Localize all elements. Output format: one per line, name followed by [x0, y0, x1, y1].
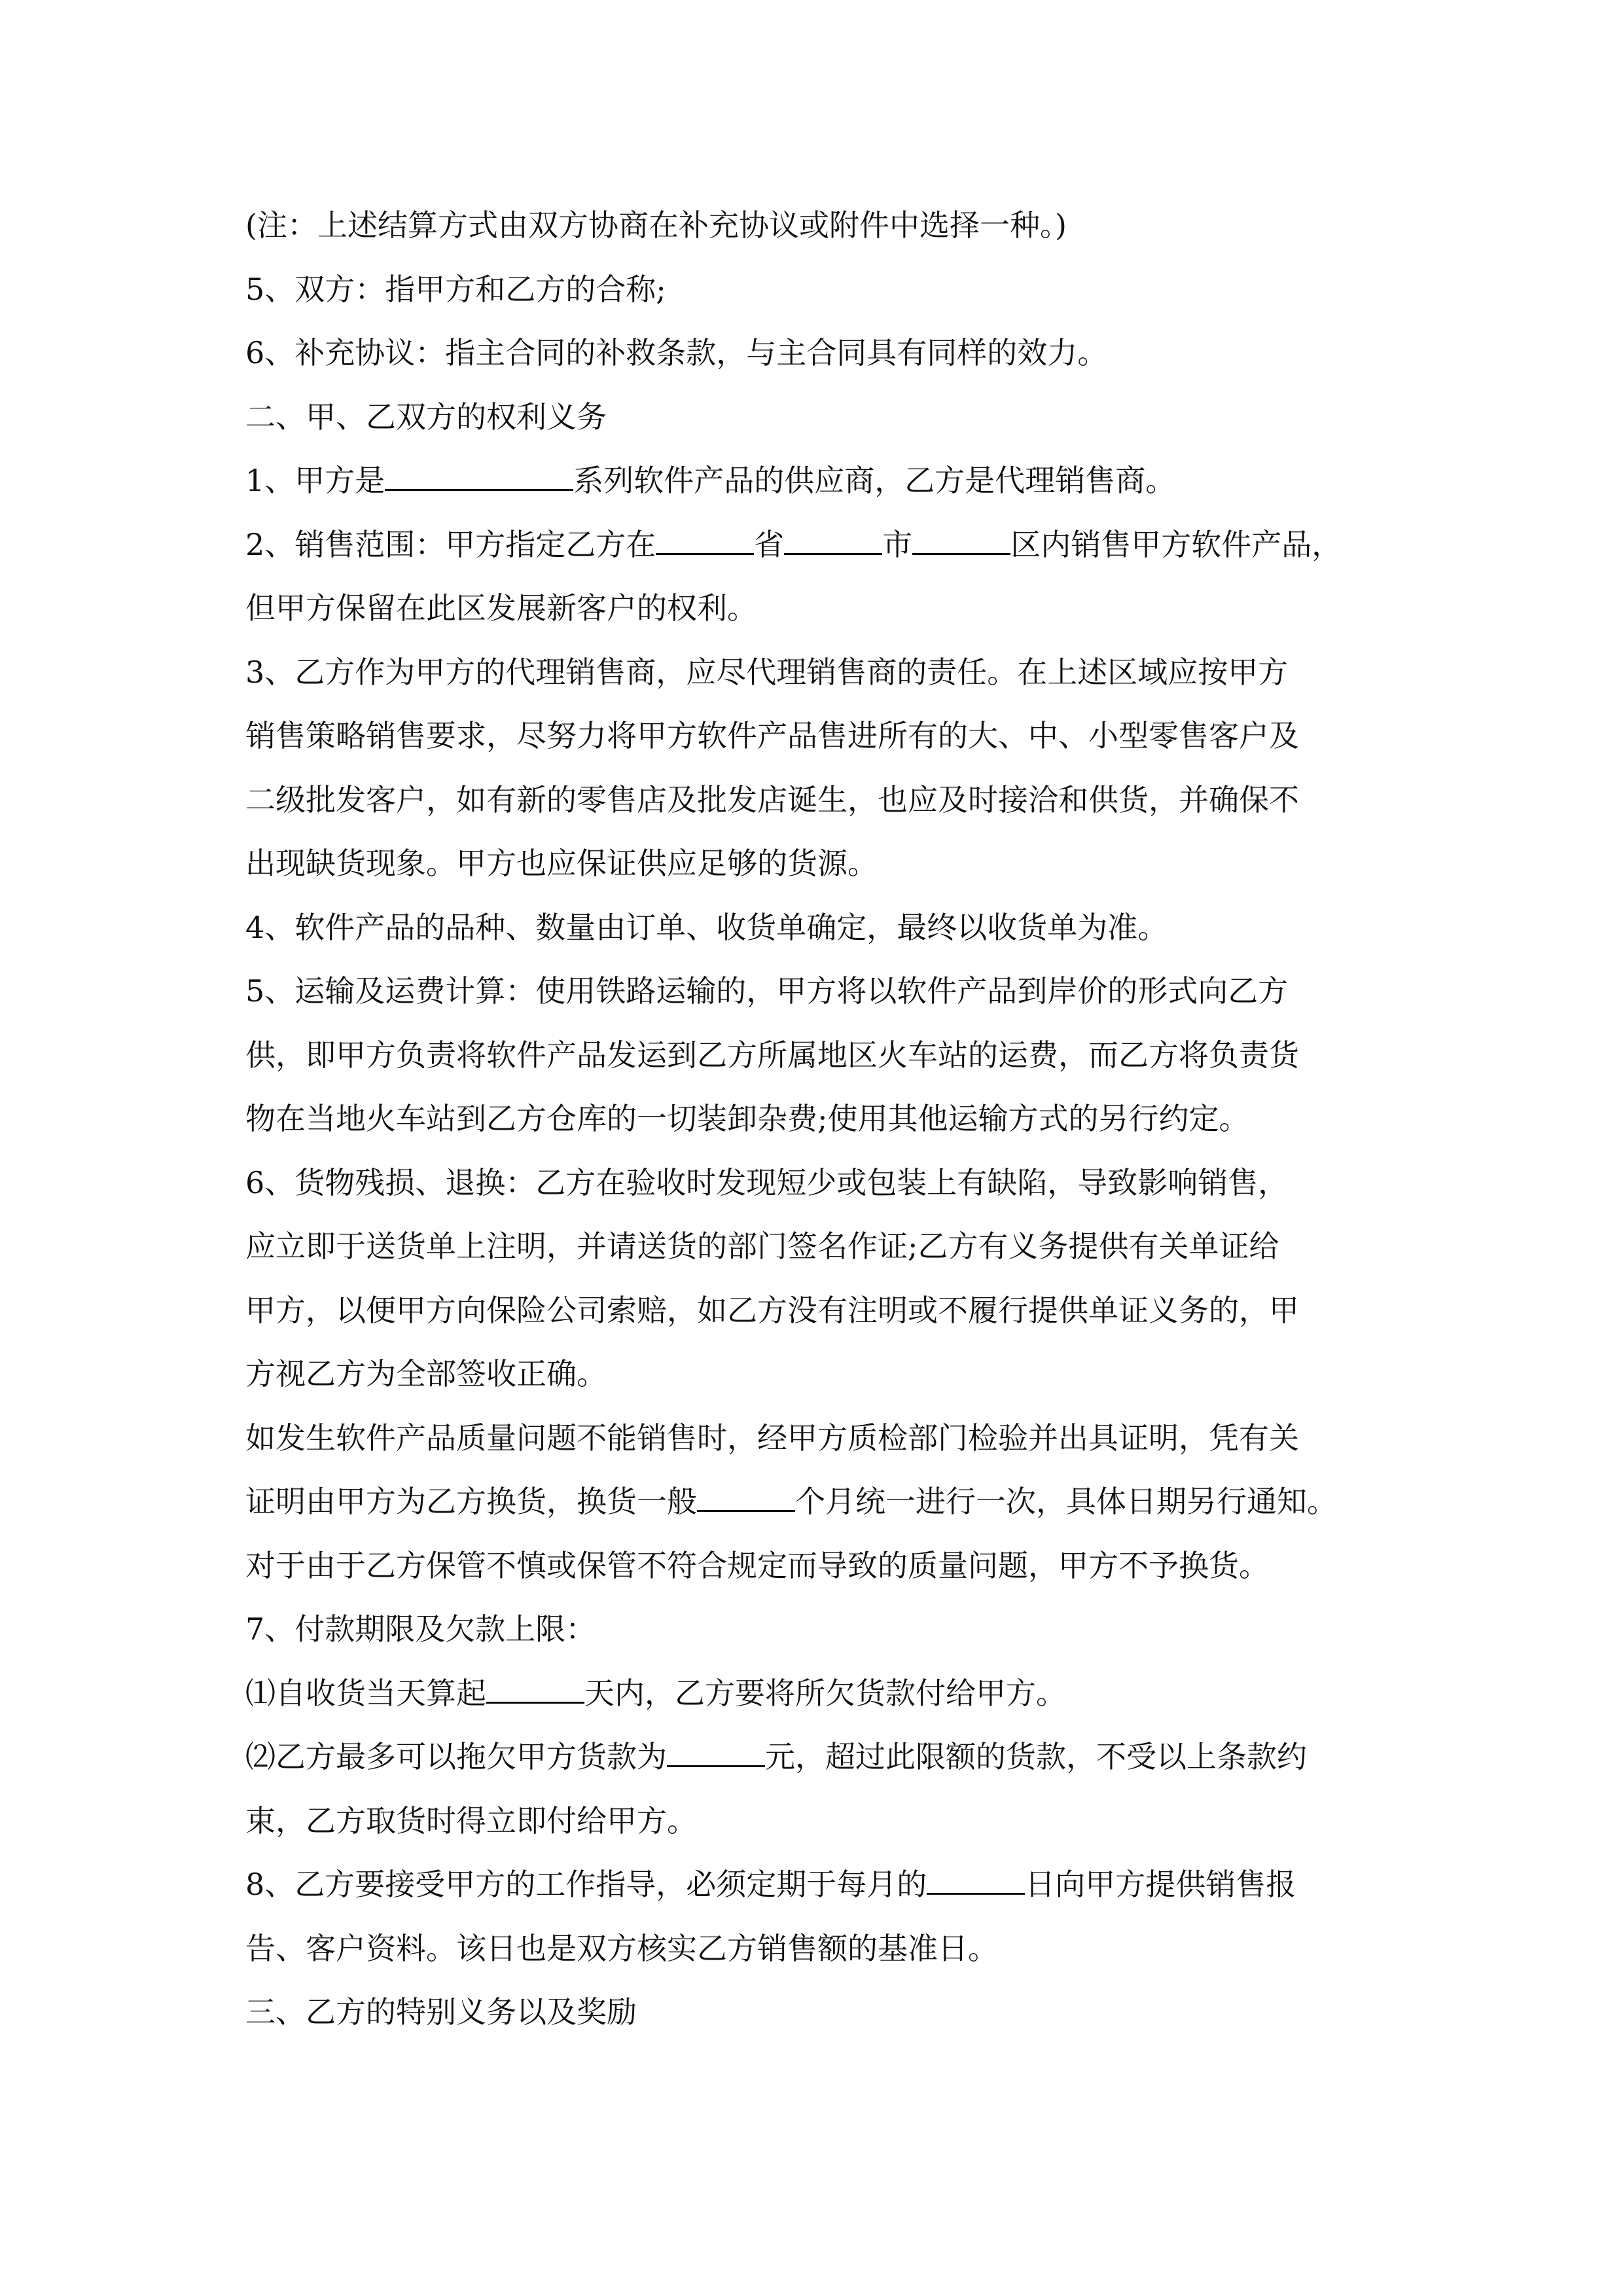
clause-5-line-1: 5、运输及运费计算：使用铁路运输的，甲方将以软件产品到岸价的形式向乙方	[245, 973, 1289, 1009]
clause-7: 7、付款期限及欠款上限：	[245, 1611, 596, 1647]
clause-6-line-3: 甲方，以便甲方向保险公司索赔，如乙方没有注明或不履行提供单证义务的，甲	[245, 1292, 1299, 1328]
clause-7-1	[245, 1662, 1384, 1726]
fill-blank-report-day	[927, 1856, 1025, 1895]
definition-6: 6、补充协议：指主合同的补救条款，与主合同具有同样的效力。	[245, 335, 1108, 370]
clause-7-2-text-a: ⑵乙方最多可以拖欠甲方货款为	[245, 1739, 667, 1774]
clause-7-2-line-2: 束，乙方取货时得立即付给甲方。	[245, 1803, 697, 1839]
clause-2	[245, 513, 1384, 577]
clause-8-text-b: 日向甲方提供销售报	[1025, 1867, 1296, 1902]
fill-blank-district	[912, 516, 1010, 555]
clause-6b-text-b: 个月统一进行一次，具体日期另行通知。	[795, 1484, 1337, 1519]
clause-2-line-2: 但甲方保留在此区发展新客户的权利。	[245, 590, 757, 626]
fill-blank-payment-days	[486, 1665, 584, 1704]
clause-6b-line-1: 如发生软件产品质量问题不能销售时，经甲方质检部门检验并出具证明，凭有关	[245, 1420, 1299, 1456]
clause-8-line-2: 告、客户资料。该日也是双方核实乙方销售额的基准日。	[245, 1930, 998, 1966]
clause-8-text-a: 8、乙方要接受甲方的工作指导，必须定期于每月的	[245, 1867, 927, 1902]
clause-2-text-d: 区内销售甲方软件产品，	[1010, 526, 1342, 562]
clause-4: 4、软件产品的品种、数量由订单、收货单确定，最终以收货单为准。	[245, 909, 1168, 945]
fill-blank-product-series	[385, 452, 573, 491]
clause-7-2-text-b: 元，超过此限额的货款，不受以上条款约	[765, 1739, 1307, 1774]
clause-7-2	[245, 1725, 1384, 1789]
clause-1	[245, 449, 1384, 513]
fill-blank-city	[784, 516, 882, 555]
section-2-heading: 二、甲、乙双方的权利义务	[245, 399, 607, 435]
clause-6b-line-3: 对于由于乙方保管不慎或保管不符合规定而导致的质量问题，甲方不予换货。	[245, 1547, 1269, 1583]
clause-2-text-a: 2、销售范围：甲方指定乙方在	[245, 526, 656, 562]
clause-3-line-3: 二级批发客户，如有新的零售店及批发店诞生，也应及时接洽和供货，并确保不	[245, 781, 1299, 817]
settlement-note: (注：上述结算方式由双方协商在补充协议或附件中选择一种。)	[245, 207, 1067, 243]
clause-3-line-1: 3、乙方作为甲方的代理销售商，应尽代理销售商的责任。在上述区域应按甲方	[245, 654, 1289, 690]
clause-2-text-b: 省	[754, 526, 785, 562]
clause-1-text-b: 系列软件产品的供应商，乙方是代理销售商。	[573, 463, 1176, 498]
clause-1-text-a: 1、甲方是	[245, 463, 385, 498]
clause-2-text-c: 市	[882, 526, 913, 562]
clause-6-line-1: 6、货物残损、退换：乙方在验收时发现短少或包装上有缺陷，导致影响销售，	[245, 1164, 1289, 1200]
clause-6b-line-2	[245, 1470, 1384, 1534]
clause-7-1-text-a: ⑴自收货当天算起	[245, 1675, 486, 1711]
contract-body	[245, 194, 1384, 2045]
fill-blank-exchange-months	[697, 1473, 795, 1512]
clause-6-line-4: 方视乙方为全部签收正确。	[245, 1356, 607, 1391]
clause-6-line-2: 应立即于送货单上注明，并请送货的部门签名作证;乙方有义务提供有关单证给	[245, 1229, 1279, 1264]
clause-3-line-2: 销售策略销售要求，尽努力将甲方软件产品售进所有的大、中、小型零售客户及	[245, 718, 1299, 753]
fill-blank-debt-limit	[667, 1729, 765, 1767]
fill-blank-province	[656, 516, 754, 555]
section-3-heading: 三、乙方的特别义务以及奖励	[245, 1994, 637, 2030]
definition-5: 5、双方：指甲方和乙方的合称;	[245, 271, 666, 307]
clause-5-line-3: 物在当地火车站到乙方仓库的一切装卸杂费;使用其他运输方式的另行约定。	[245, 1101, 1249, 1136]
clause-8	[245, 1853, 1384, 1917]
clause-7-1-text-b: 天内，乙方要将所欠货款付给甲方。	[584, 1675, 1066, 1711]
clause-3-line-4: 出现缺货现象。甲方也应保证供应足够的货源。	[245, 846, 878, 881]
clause-5-line-2: 供，即甲方负责将软件产品发运到乙方所属地区火车站的运费，而乙方将负责货	[245, 1037, 1299, 1073]
clause-6b-text-a: 证明由甲方为乙方换货，换货一般	[245, 1484, 697, 1519]
